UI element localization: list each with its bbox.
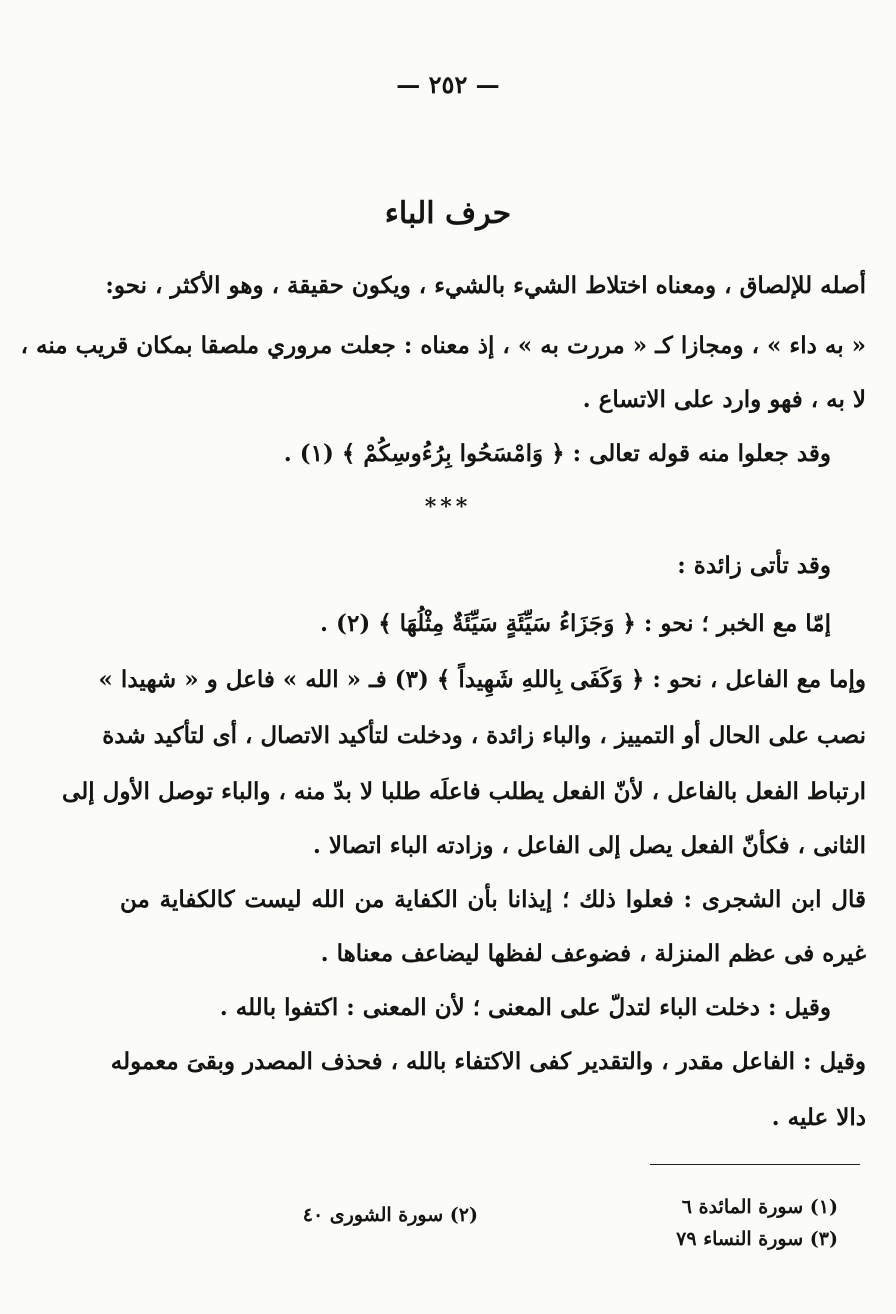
paragraph-5-line-2: نصب على الحال أو التمييز ، والباء زائدة ، ودخلت لتأكيد الاتصال ، أى لتأكيد شدة [102,722,866,749]
paragraph-5-line-4: الثانى ، فكأنّ الفعل يصل إلى الفاعل ، وزادته الباء اتصالا . [312,832,866,859]
paragraph-5-line-3: ارتباط الفعل بالفاعل ، لأنّ الفعل يطلب فاعلَه طلبا لا بدّ منه ، والباء توصل الأول إلى [62,778,866,805]
paragraph-2: وقد جعلوا منه قوله تعالى : ﴿ وَامْسَحُوا بِرُءُوسِكُمْ ﴾ (١) . [283,440,831,467]
chapter-title: حرف الباء [384,196,512,231]
footnote-divider [650,1164,860,1165]
paragraph-1-line-3: لا به ، فهو وارد على الاتساع . [582,386,866,413]
paragraph-1-line-2: « به داء » ، ومجازا كـ « مررت به » ، إذ معناه : جعلت مروري ملصقا بمكان قريب منه ، [20,332,866,359]
paragraph-4: إمّا مع الخبر ؛ نحو : ﴿ وَجَزَاءُ سَيِّئَةٍ سَيِّئَةٌ مِثْلُهَا ﴾ (٢) . [320,610,831,637]
paragraph-6-line-2: غيره فى عظم المنزلة ، فضوعف لفظها ليضاعف معناها . [320,940,866,967]
paragraph-8-line-2: دالا عليه . [771,1104,866,1131]
paragraph-6-line-1: قال ابن الشجرى : فعلوا ذلك ؛ إيذانا بأن الكفاية من الله ليست كالكفاية من [120,886,866,913]
page-number: — ٢٥٢ — [396,70,500,99]
footnote-3: (٣) سورة النساء ٧٩ [676,1228,838,1250]
paragraph-3: وقد تأتى زائدة : [677,552,831,579]
paragraph-5-line-1: وإما مع الفاعل ، نحو : ﴿ وَكَفَى بِاللهِ شَهِيداً ﴾ (٣) فـ « الله » فاعل و « شهيدا » [98,666,866,693]
paragraph-1-line-1: أصله للإلصاق ، ومعناه اختلاط الشيء بالشيء ، ويكون حقيقة ، وهو الأكثر ، نحو: [105,272,866,299]
footnote-1: (١) سورة المائدة ٦ [681,1196,838,1218]
section-separator: *** [424,494,472,520]
footnote-2: (٢) سورة الشورى ٤٠ [302,1204,478,1226]
paragraph-7: وقيل : دخلت الباء لتدلّ على المعنى ؛ لأن المعنى : اكتفوا بالله . [219,994,831,1021]
paragraph-8-line-1: وقيل : الفاعل مقدر ، والتقدير كفى الاكتفاء بالله ، فحذف المصدر وبقىَ معموله [110,1048,866,1075]
